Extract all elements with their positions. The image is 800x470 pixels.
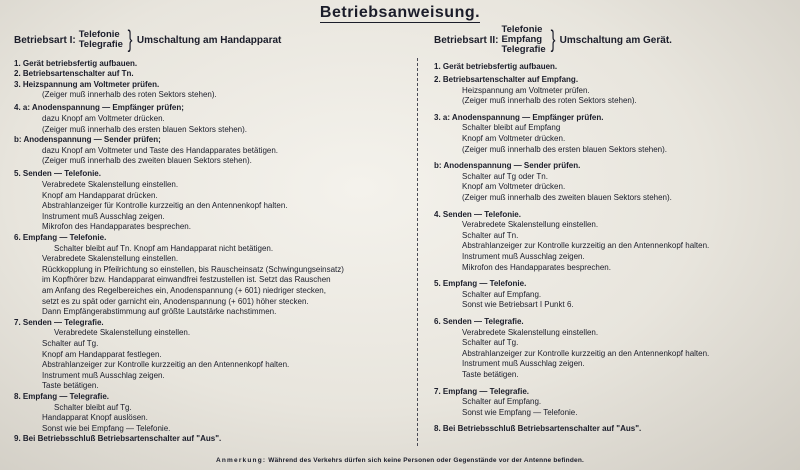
step-line: Heizspannung am Voltmeter prüfen. <box>462 85 590 95</box>
step-line: Sonst wie bei Empfang — Telefonie. <box>42 423 171 433</box>
step-heading: 8. Empfang — Telegrafie. <box>14 391 109 401</box>
mode-2-steps <box>434 62 794 435</box>
mode-2-switch-location: Umschaltung am Gerät. <box>559 34 672 46</box>
step-heading: 8. Bei Betriebsschluß Betriebsartenschalter auf "Aus". <box>434 424 642 434</box>
step-line: (Zeiger muß innerhalb des zweiten blauen Sektors stehen). <box>42 156 252 166</box>
step-line: im Kopfhörer bzw. Handapparat einwandfrei festzustellen ist. Setzt das Rauschen <box>42 275 331 285</box>
step-line: setzt es zu spät oder garnicht ein, Anodenspannung (+ 601) höher stecken. <box>42 296 309 306</box>
step-line: dazu Knopf am Voltmeter drücken. <box>42 113 165 123</box>
step-line: Instrument muß Ausschlag zeigen. <box>42 370 165 380</box>
mode-1-switch-location: Umschaltung am Handapparat <box>136 34 282 46</box>
step-heading: 6. Empfang — Telefonie. <box>14 233 107 242</box>
page-title: Betriebsanweisung. <box>319 4 481 21</box>
column-divider <box>417 58 418 446</box>
step-line: (Zeiger muß innerhalb des roten Sektors stehen). <box>42 90 217 100</box>
step-line: Schalter auf Tg oder Tn. <box>462 171 548 181</box>
step-line: Sonst wie Betriebsart I Punkt 6. <box>462 300 574 310</box>
step-line: Instrument muß Ausschlag zeigen. <box>462 252 585 261</box>
step-line: Schalter bleibt auf Empfang <box>462 123 561 133</box>
step-line: dazu Knopf am Voltmeter und Taste des Handapparates betätigen. <box>42 145 279 155</box>
step-line: Abstrahlanzeiger für Kontrolle kurzzeitig an den Antennenkopf halten. <box>42 201 288 211</box>
step-heading: 4. Senden — Telefonie. <box>434 209 521 219</box>
step-line: Instrument muß Ausschlag zeigen. <box>42 211 165 221</box>
step-line: Schalter bleibt auf Tn. Knopf am Handapparat nicht betätigen. <box>54 243 274 253</box>
step-line: (Zeiger muß innerhalb des ersten blauen Sektors stehen). <box>42 124 247 134</box>
step-line: Schalter auf Tg. <box>462 338 519 348</box>
step-heading: 6. Senden — Telegrafie. <box>434 316 524 326</box>
step-line: Schalter auf Empfang. <box>462 289 542 299</box>
step-heading: 5. Empfang — Telefonie. <box>434 279 527 289</box>
step-line: Verabredete Skalenstellung einstellen. <box>462 220 599 230</box>
mode-2-header <box>434 24 794 56</box>
step-heading: 7. Empfang — Telegrafie. <box>434 386 529 396</box>
brace-icon: } <box>127 26 133 53</box>
step-line: Taste betätigen. <box>42 381 99 391</box>
step-line: Knopf am Handapparat drücken. <box>42 190 158 200</box>
step-line: Abstrahlanzeiger zur Kontrolle kurzzeitig an den Antennenkopf halten. <box>462 348 710 358</box>
step-heading: b: Anodenspannung — Sender prüfen. <box>434 161 581 171</box>
step-line: Verabredete Skalenstellung einstellen. <box>42 180 179 190</box>
step-line: Verabredete Skalenstellung einstellen. <box>54 328 191 338</box>
step-line: Abstrahlanzeiger zur Kontrolle kurzzeitig an den Antennenkopf halten. <box>462 241 710 251</box>
step-heading: 1. Gerät betriebsfertig aufbauen. <box>14 58 138 68</box>
mode-1-label: Betriebsart I: <box>14 34 76 46</box>
step-line: Schalter bleibt auf Tg. <box>54 402 132 412</box>
step-line: Abstrahlanzeiger zur Kontrolle kurzzeitig an den Antennenkopf halten. <box>42 360 290 370</box>
step-line: Mikrofon des Handapparates besprechen. <box>42 222 191 232</box>
step-line: Verabredete Skalenstellung einstellen. <box>462 327 599 337</box>
step-heading: 2. Betriebsartenschalter auf Tn. <box>14 69 134 79</box>
step-line: Rückkopplung in Pfeilrichtung so einstellen, bis Rauscheinsatz (Schwingungseinsatz) <box>42 264 344 274</box>
step-heading: 1. Gerät betriebsfertig aufbauen. <box>434 62 558 71</box>
step-line: Dann Empfängerabstimmung auf größte Lautstärke nachstimmen. <box>42 307 277 317</box>
step-line: Instrument muß Ausschlag zeigen. <box>462 359 585 369</box>
step-heading: 4. a: Anodenspannung — Empfänger prüfen; <box>14 103 184 113</box>
mode-1-submodes: Telefonie Telegrafie <box>78 29 123 50</box>
mode-2-submodes: Telefonie Empfang Telegrafie <box>501 24 546 55</box>
step-line: Knopf am Voltmeter drücken. <box>462 134 566 144</box>
step-line: Handapparat Knopf auslösen. <box>42 413 148 423</box>
step-line: Taste betätigen. <box>462 369 519 379</box>
step-line: Sonst wie Empfang — Telefonie. <box>462 407 578 417</box>
step-heading: 7. Senden — Telegrafie. <box>14 317 104 327</box>
step-heading: 5. Senden — Telefonie. <box>14 169 101 179</box>
step-line: (Zeiger muß innerhalb des zweiten blauen Sektors stehen). <box>462 193 672 203</box>
step-heading: 2. Betriebsartenschalter auf Empfang. <box>434 75 579 85</box>
step-heading: 9. Bei Betriebsschluß Betriebsartenschalter auf "Aus". <box>14 434 222 444</box>
mode-2-column <box>434 24 794 435</box>
step-line: Schalter auf Empfang. <box>462 397 542 407</box>
step-line: Mikrofon des Handapparates besprechen. <box>462 262 611 272</box>
brace-icon: } <box>550 26 556 53</box>
step-heading: b: Anodenspannung — Sender prüfen; <box>14 135 161 145</box>
mode-2-label: Betriebsart II: <box>434 34 499 46</box>
step-line: Verabredete Skalenstellung einstellen. <box>42 254 179 264</box>
step-line: (Zeiger muß innerhalb des ersten blauen Sektors stehen). <box>462 144 667 154</box>
step-line: Schalter auf Tg. <box>42 338 99 348</box>
step-line: Knopf am Voltmeter drücken. <box>462 182 566 192</box>
mode-1-column <box>14 24 404 445</box>
step-line: (Zeiger muß innerhalb des roten Sektors stehen). <box>462 96 637 106</box>
step-heading: 3. Heizspannung am Voltmeter prüfen. <box>14 79 160 89</box>
mode-1-header <box>14 24 404 56</box>
step-line: am Anfang des Regelbereiches ein, Anodenspannung (+ 601) niedriger stecken, <box>42 285 326 295</box>
step-heading: 3. a: Anodenspannung — Empfänger prüfen. <box>434 112 604 122</box>
footnote: Anmerkung: Während des Verkehrs dürfen sich keine Personen oder Gegenstände vor der Antenne befinden. <box>215 457 585 464</box>
step-line: Knopf am Handapparat festlegen. <box>42 349 162 359</box>
mode-1-steps <box>14 59 404 445</box>
step-line: Schalter auf Tn. <box>462 230 519 240</box>
